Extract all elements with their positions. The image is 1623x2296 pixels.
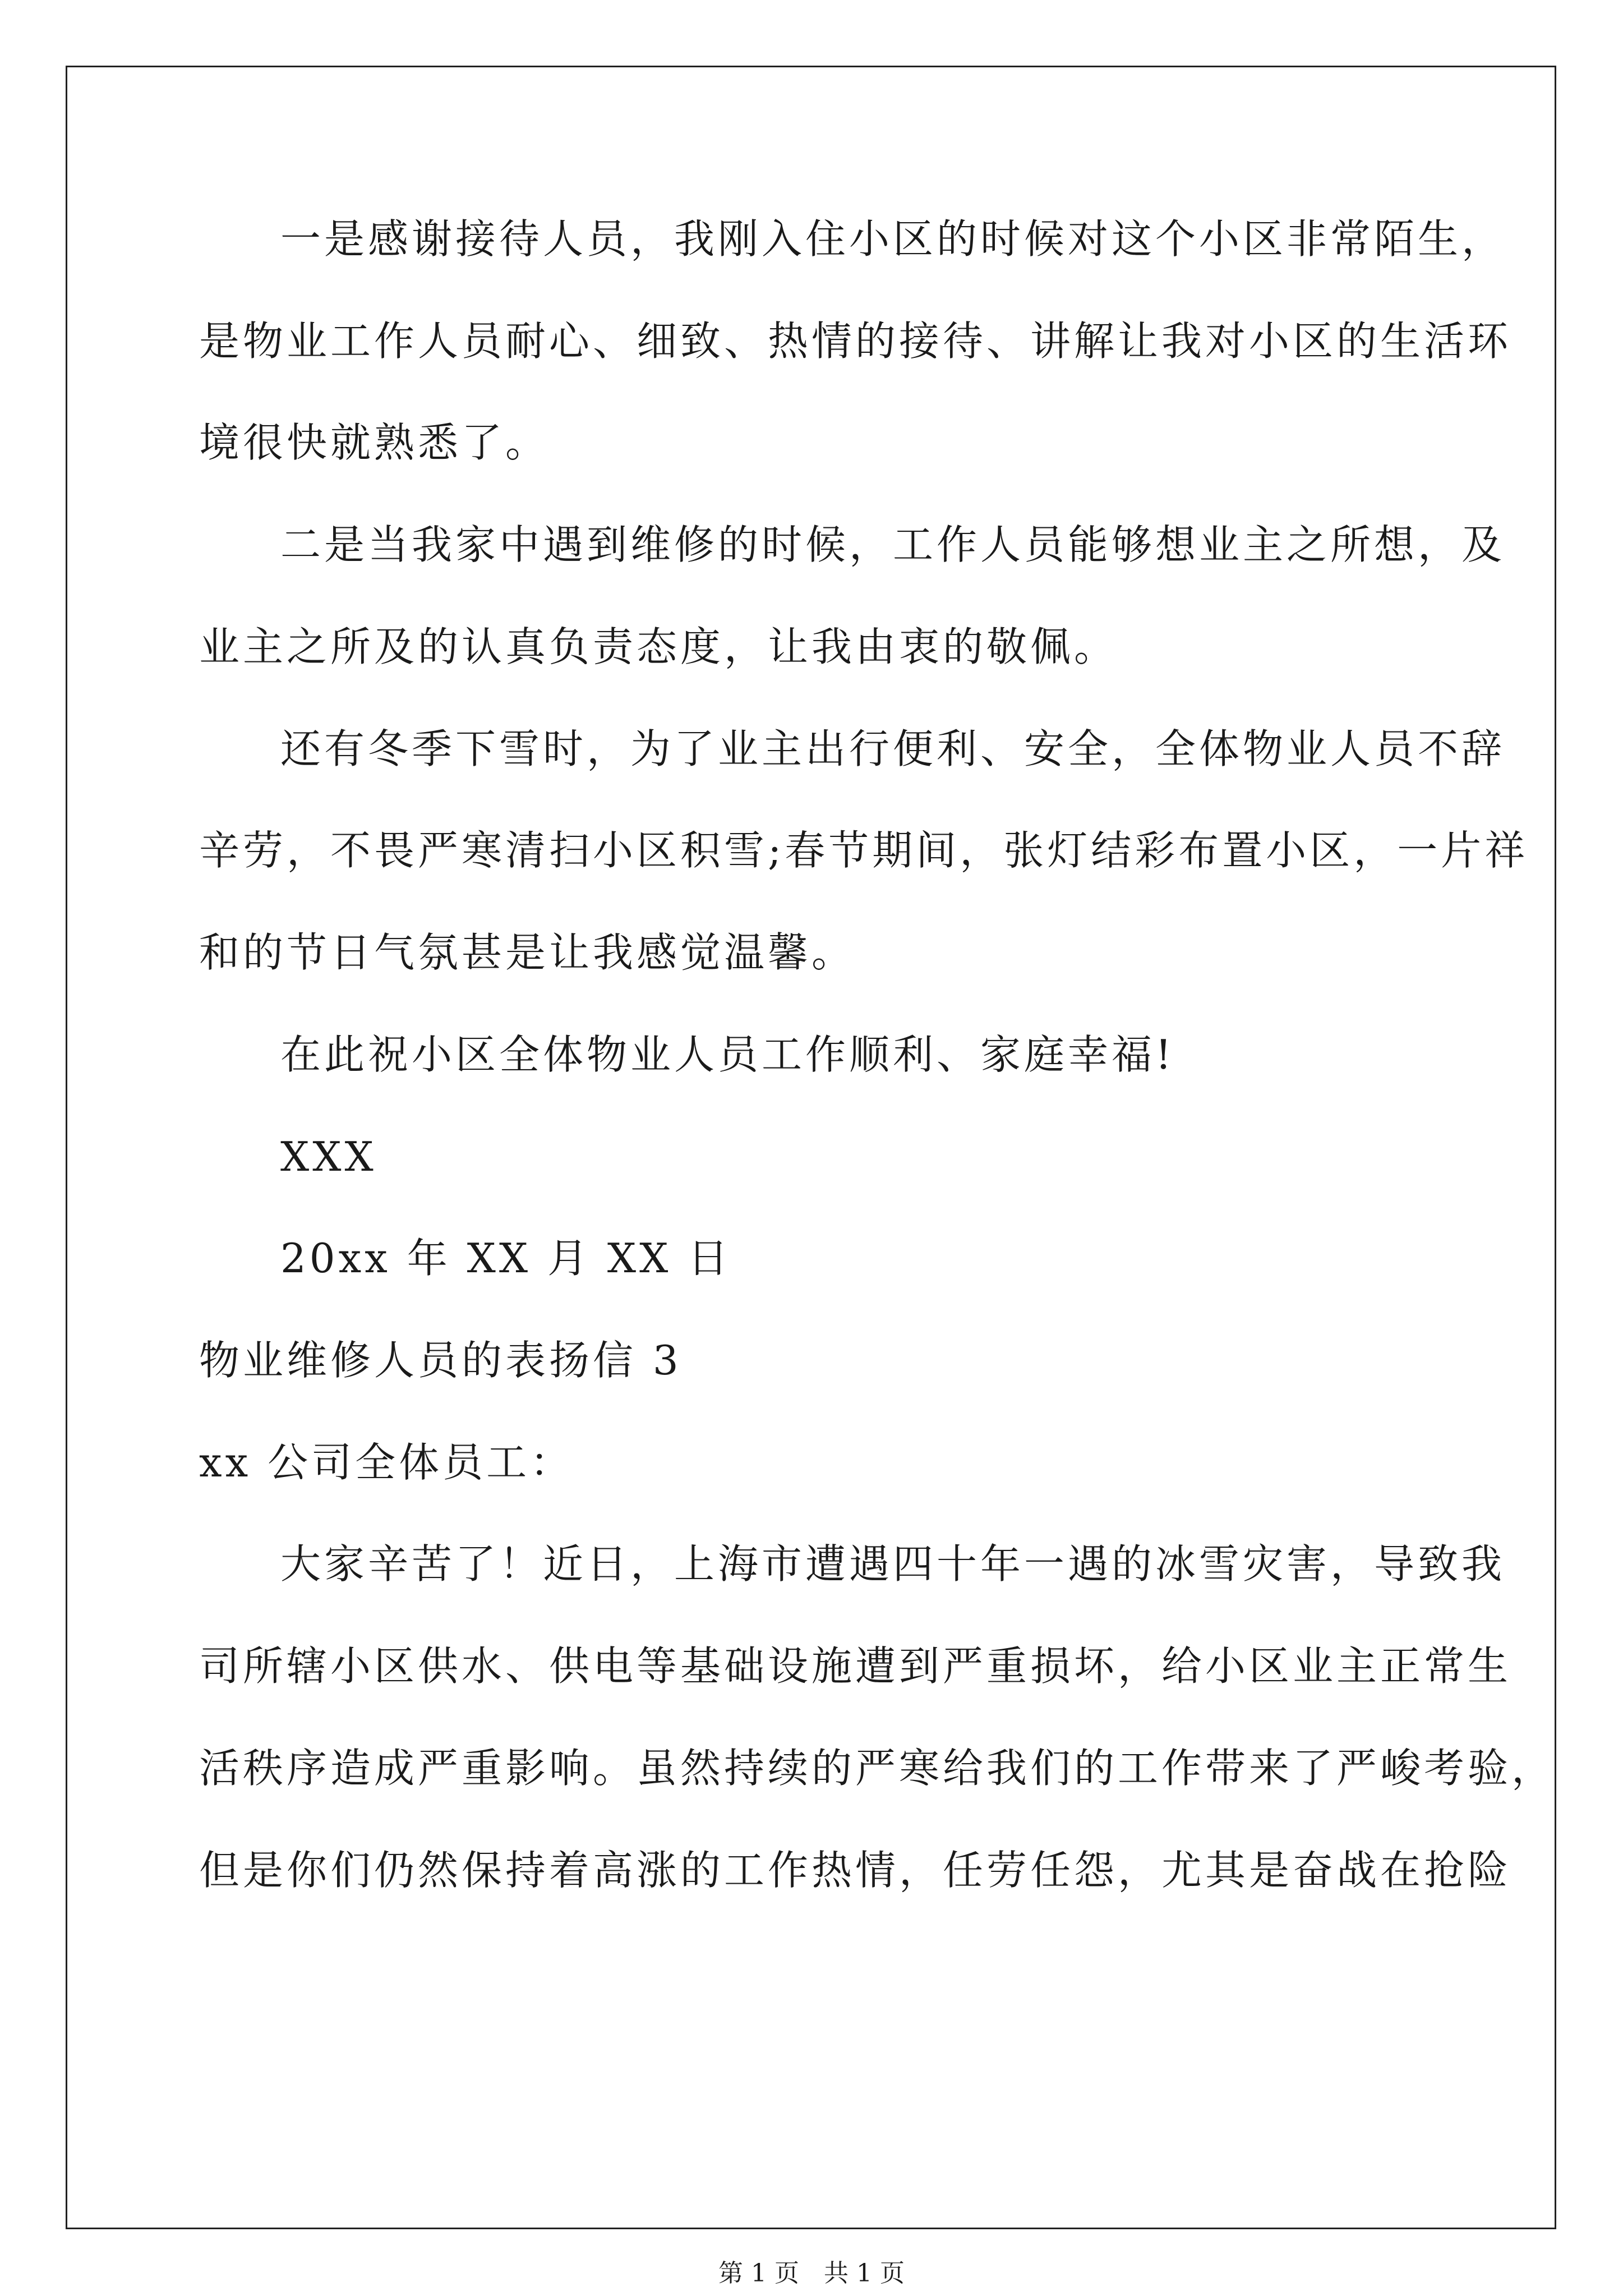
paragraph-line: 业主之所及的认真负责态度，让我由衷的敬佩。 [199, 623, 1118, 670]
paragraph-line: 还有冬季下雪时，为了业主出行便利、安全，全体物业人员不辞 [280, 725, 1506, 772]
page-number-footer: 第 1 页 共 1 页 [718, 2259, 905, 2288]
salutation: xx 公司全体员工： [199, 1439, 574, 1486]
letter-date: 20xx 年 XX 月 XX 日 [280, 1235, 732, 1282]
paragraph-line: 二是当我家中遇到维修的时候，工作人员能够想业主之所想，及 [280, 521, 1506, 568]
paragraph-line: 是物业工作人员耐心、细致、热情的接待、讲解让我对小区的生活环 [199, 318, 1512, 365]
paragraph-line: 一是感谢接待人员，我刚入住小区的时候对这个小区非常陌生， [280, 215, 1506, 263]
paragraph-line: 在此祝小区全体物业人员工作顺利、家庭幸福! [280, 1031, 1175, 1078]
paragraph-line: 大家辛苦了！近日，上海市遭遇四十年一遇的冰雪灾害，导致我 [280, 1540, 1506, 1588]
paragraph-line: 活秩序造成严重影响。虽然持续的严寒给我们的工作带来了严峻考验， [199, 1745, 1556, 1792]
paragraph-line: 辛劳，不畏严寒清扫小区积雪;春节期间，张灯结彩布置小区，一片祥 [199, 827, 1529, 874]
paragraph-line: 境很快就熟悉了。 [199, 419, 550, 466]
paragraph-line: 司所辖小区供水、供电等基础设施遭到严重损坏，给小区业主正常生 [199, 1642, 1512, 1690]
signature: XXX [280, 1133, 377, 1180]
paragraph-line: 和的节日气氛甚是让我感觉温馨。 [199, 929, 856, 976]
section-title: 物业维修人员的表扬信 3 [199, 1337, 682, 1384]
paragraph-line: 但是你们仍然保持着高涨的工作热情，任劳任怨，尤其是奋战在抢险 [199, 1847, 1512, 1894]
